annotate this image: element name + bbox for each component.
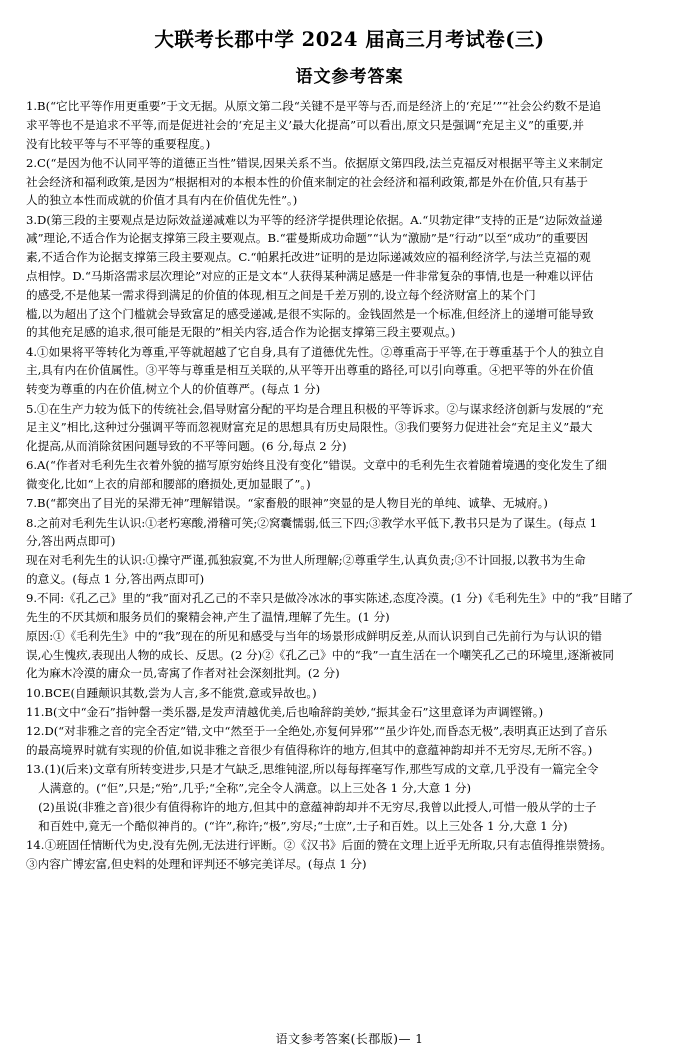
answers-container — [26, 97, 673, 874]
answer-line: 没有比较平等与不平等的重要程度。) — [26, 136, 211, 151]
answer-line: 转变为尊重的内在价值,树立个人的价值尊严。(每点 1 分) — [26, 382, 321, 397]
answer-line: 13.(1)(后来)文章有所转变进步,只是才气缺乏,思维钝涩,所以每每挥毫写作,那些写成的文章,几乎没有一篇完全令 — [26, 762, 599, 777]
answer-line: 3.D(第三段的主要观点是边际效益递减难以为平等的经济学提供理论依据。A.“贝勃定律”支持的正是“边际效益递 — [26, 212, 603, 227]
answer-item — [26, 836, 673, 874]
answer-line: 减”理论,不适合作为论据支撑第三段主要观点。B.“霍曼斯成功命题”“认为“激励”是“行动”以至“成功”的重要因 — [26, 231, 589, 246]
answer-line: 原因:①《毛利先生》中的“我”现在的所见和感受与当年的场景形成鲜明反差,从而认识到自己先前行为与认识的错 — [26, 628, 602, 643]
answer-line: ③内容广博宏富,但史料的处理和评判还不够完美详尽。(每点 1 分) — [26, 856, 367, 871]
answer-line: 点相悖。D.“马斯洛需求层次理论”对应的正是文本“人获得某种满足感是一件非常复杂的事情,也是一种难以评估 — [26, 269, 594, 284]
answer-line: 9.不同:《孔乙己》里的“我”面对孔乙己的不幸只是做冷冰冰的事实陈述,态度冷漠。(1 分)《毛利先生》中的“我”目睹了 — [26, 591, 634, 606]
answer-line: 素,不适合作为论据支撑第三段主要观点。C.“帕累托改进”证明的是边际递减效应的福利经济学,与法兰克福的观 — [26, 250, 591, 265]
answer-line: 5.①在生产力较为低下的传统社会,倡导财富分配的平均是合理且积极的平等诉求。②与谋求经济创新与发展的“充 — [26, 401, 604, 416]
answer-item — [26, 684, 673, 703]
answer-line: 7.B(“都突出了目光的呆滞无神”理解错误。“家畜般的眼神”突显的是人物目光的单纯、诚挚、无城府。) — [26, 496, 548, 511]
answer-line: 槛,以为超出了这个门槛就会导致富足的感受递减,是很不实际的。金钱固然是一个标准,但经济上的递增可能导致 — [26, 306, 594, 321]
answer-line: 足主义”相比,这种过分强调平等而忽视财富充足的思想具有历史局限性。③我们要努力促进社会“充足主义”最大 — [26, 420, 593, 435]
answer-item — [26, 400, 673, 456]
answer-line: 14.①班固任情断代为史,没有先例,无法进行评断。②《汉书》后面的赞在文理上近乎无所取,只有志值得推崇赞扬。 — [26, 837, 612, 852]
answer-line: 12.D(“对非雅之音的完全否定”错,文中“然至于一全绝处,亦复何异邪”“虽少许处,而昏态无极”,表明真正达到了音乐 — [26, 724, 608, 739]
answer-line: 人满意的。(“佢”,只是;“殆”,几乎;“全称”,完全令人满意。以上三处各 1 分,大意 1 分) — [38, 781, 472, 796]
answer-item — [26, 154, 673, 210]
answer-line: 化为麻木冷漠的庸众一员,寄寓了作者对社会深刻批判。(2 分) — [26, 666, 340, 681]
answer-item — [26, 722, 673, 760]
page-title: 大联考长郡中学 2024 届高三月考试卷(三) — [154, 28, 545, 51]
answer-line: 先生的不厌其烦和服务员们的聚精会神,产生了温情,理解了先生。(1 分) — [26, 610, 390, 625]
answer-line: 微变化,比如“上衣的肩部和腰部的磨损处,更加显眼了”。) — [26, 477, 311, 492]
answer-line: 人的独立本性而成就的价值才具有内在价值优先性”。) — [26, 193, 298, 208]
answer-item — [26, 494, 673, 513]
answer-line: 分,答出两点即可) — [26, 534, 116, 549]
answer-line: 6.A(“作者对毛利先生衣着外貌的描写原穷始终且没有变化”错误。文章中的毛利先生衣着随着境遇的变化发生了细 — [26, 458, 607, 473]
answer-item — [26, 703, 673, 722]
answer-item — [26, 343, 673, 399]
answer-line: 1.B(“它比平等作用更重要”于文无据。从原文第二段“关键不是平等与否,而是经济上的‘充足’”“社会公约数不是追 — [26, 99, 601, 113]
answer-item — [26, 211, 673, 342]
answer-line: 2.C(“是因为他不认同平等的道德正当性”错误,因果关系不当。依据原文第四段,法兰克福反对根据平等主义来制定 — [26, 155, 603, 170]
answer-line: 化提高,从而消除贫困问题导致的不平等问题。(6 分,每点 2 分) — [26, 439, 347, 454]
answer-line: 的意义。(每点 1 分,答出两点即可) — [26, 572, 205, 587]
answer-item — [26, 456, 673, 494]
answer-item — [26, 97, 673, 153]
answer-line: 8.之前对毛利先生认识:①老朽寒酸,滑稽可笑;②窝囊懦弱,低三下四;③教学水平低下,教书只是为了谋生。(每点 1 — [26, 515, 598, 530]
answer-line: (2)虽说(非雅之音)很少有值得称许的地方,但其中的意蕴神韵却并不无穷尽,我曾以此授人,可惜一般从学的士子 — [38, 799, 597, 814]
answer-line: 的最高境界时就有实现的价值,如说非雅之音很少有值得称许的地方,但其中的意蕴神韵却并不无穷尽,无所不容。) — [26, 743, 593, 758]
answer-line: 现在对毛利先生的认识:①操守严谨,孤独寂寞,不为世人所理解;②尊重学生,认真负责;③不计回报,以教书为生命 — [26, 553, 586, 568]
answer-line: 11.B(文中“金石”指钟罄一类乐器,是发声清越优美,后也喻辞韵美妙,“振其金石”这里意译为声调铿锵。) — [26, 705, 544, 719]
answer-line: 的感受,不是他某一需求得到满足的价值的体现,相互之间是千差万别的,设立每个经济财富上的某个门 — [26, 287, 536, 302]
answer-item — [26, 589, 673, 683]
answer-line: 和百姓中,竟无一个酷似神肖的。(“许”,称许;“极”,穷尽;“士庶”,士子和百姓。以上三处各 1 分,大意 1 分) — [38, 818, 568, 833]
answer-line: 的其他充足感的追求,很可能是无限的”相关内容,适合作为论据支撑第三段主要观点。) — [26, 325, 456, 340]
answer-item — [26, 514, 673, 589]
page-subtitle: 语文参考答案 — [295, 67, 404, 87]
answer-line: 社会经济和福利政策,是因为“根据相对的本根本性的价值来制定的社会经济和福利政策,都是外在价值,只有基于 — [26, 174, 588, 189]
answer-line: 10.BCE(自踵颠识其数,尝为人言,多不能赏,意或异故也。) — [26, 685, 317, 700]
answer-line: 4.①如果将平等转化为尊重,平等就超越了它自身,具有了道德优先性。②尊重高于平等,在于尊重基于个人的独立自 — [26, 344, 605, 359]
answer-line: 求平等也不是追求不平等,而是促进社会的‘充足主义’最大化提高”可以看出,原文只是强调“充足主义”的重要,并 — [26, 117, 584, 132]
page-footer: 语文参考答案(长郡版)— 1 — [275, 1032, 424, 1046]
answer-line: 主,具有内在价值属性。③平等与尊重是相互关联的,从平等开出尊重的路径,可以引向尊重。④把平等的外在价值 — [26, 363, 594, 378]
answer-item — [26, 760, 673, 835]
answer-line: 误,心生愧疚,表现出人物的成长、反思。(2 分)②《孔乙己》中的“我”一直生活在一个嘲笑孔乙己的环境里,逐渐被同 — [26, 647, 614, 662]
